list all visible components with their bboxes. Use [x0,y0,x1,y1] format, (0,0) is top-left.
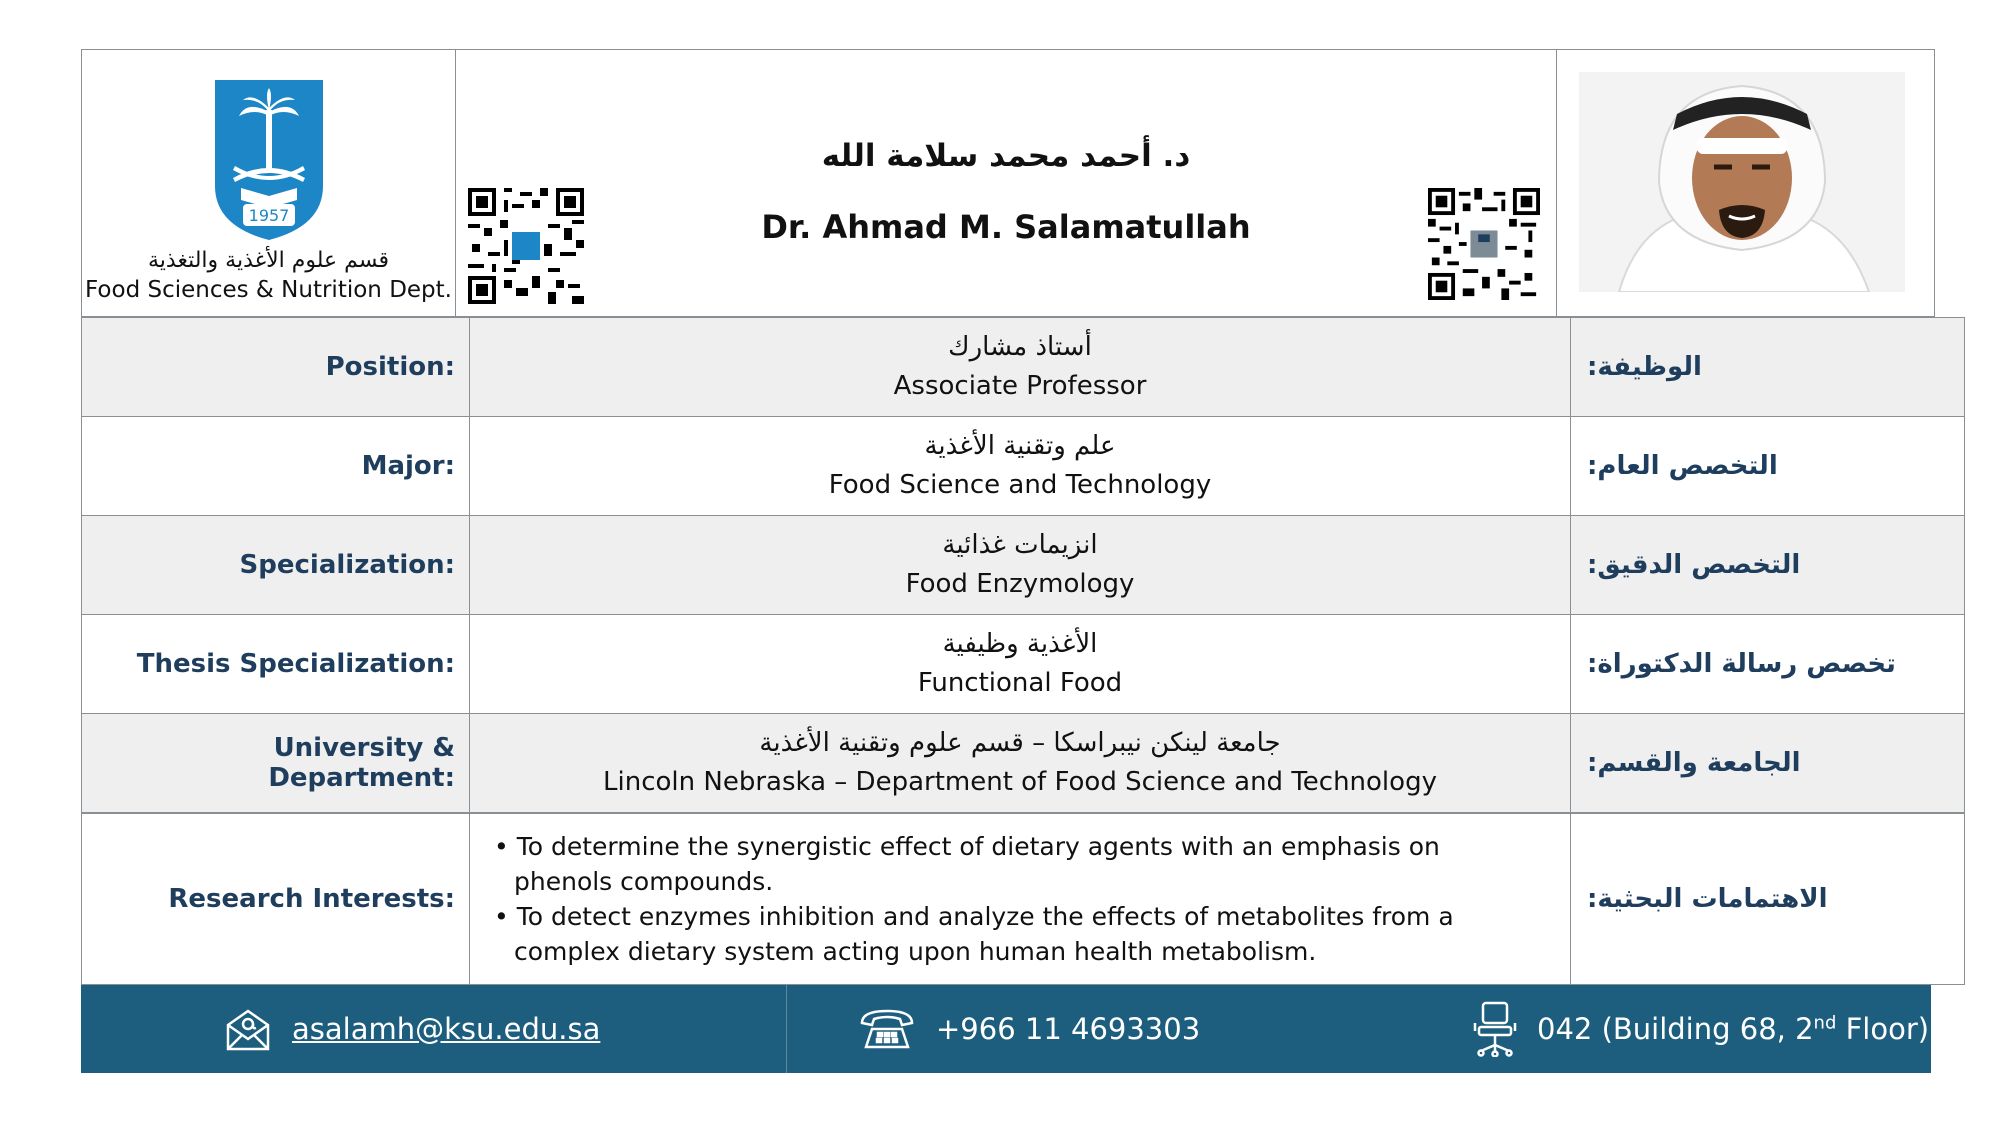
research-label-ar-text: الاهتمامات البحثية: [1587,884,1828,914]
research-list [470,829,1570,969]
office-prefix: 042 (Building 68, 2 [1537,1012,1814,1046]
email-link[interactable]: asalamh@ksu.edu.sa [292,1012,601,1046]
department-cell [82,50,456,317]
research-label-ar [1571,814,1965,985]
row-value-en: Food Enzymology [905,569,1135,599]
office-block [1473,985,1929,1073]
person-name-en: Dr. Ahmad M. Salamatullah [761,208,1251,246]
qr-code-right[interactable] [1428,188,1540,300]
row-value-en: Lincoln Nebraska – Department of Food Science and Technology [603,767,1437,797]
row-label-en: University & Department: [82,714,470,813]
row-value-ar: علم وتقنية الأغذية [924,431,1116,461]
row-label-en: Specialization: [82,516,470,615]
logo-year: 1957 [248,205,289,225]
detail-row [82,516,1965,615]
detail-row [82,417,1965,516]
row-value [470,615,1571,714]
detail-row [82,318,1965,417]
phone-icon [858,1007,916,1051]
qr-code-left[interactable] [468,188,584,304]
row-value-en: Functional Food [917,668,1123,698]
email-icon [224,1005,272,1053]
row-value [470,714,1571,813]
row-label-ar [1571,714,1965,813]
row-label-ar [1571,615,1965,714]
email-block [224,985,600,1073]
row-value-en: Associate Professor [893,371,1147,401]
row-label-en: Thesis Specialization: [82,615,470,714]
name-cell [456,50,1557,317]
profile-table [81,49,1935,317]
row-label-ar [1571,318,1965,417]
office-superscript: nd [1813,1012,1837,1034]
office-location [1537,1012,1929,1046]
profile-photo [1579,72,1905,292]
row-value-ar: انزيمات غذائية [942,530,1098,560]
research-row [82,814,1965,985]
footer-divider [786,985,787,1073]
row-value [470,417,1571,516]
profile-card [81,49,1931,1073]
row-label-ar [1571,417,1965,516]
research-item: • To detect enzymes inhibition and analyze the effects of metabolites from a complex dietary system acting upon human health metabolism. [494,899,1530,969]
detail-row [82,615,1965,714]
row-value-en: Food Science and Technology [828,470,1212,500]
row-value-ar: أستاذ مشارك [948,332,1092,362]
person-name-ar: د. أحمد محمد سلامة الله [821,138,1191,174]
row-label-ar-text: التخصص الدقيق: [1587,550,1801,580]
row-label-ar-text: الجامعة والقسم: [1587,748,1801,778]
photo-cell [1557,50,1935,317]
research-item: • To determine the synergistic effect of dietary agents with an emphasis on phenols compounds. [494,829,1530,899]
phone-block [858,985,1200,1073]
row-label-ar-text: الوظيفة: [1587,352,1702,382]
department-name-en: Food Sciences & Nutrition Dept. [85,276,452,303]
research-value [470,814,1571,985]
row-label-ar-text: التخصص العام: [1587,451,1778,481]
row-value [470,318,1571,417]
row-label-ar [1571,516,1965,615]
detail-row [82,714,1965,813]
details-table [81,317,1965,813]
university-logo [213,78,325,242]
row-value-ar: جامعة لينكن نيبراسكا – قسم علوم وتقنية الأغذية [759,728,1281,758]
row-label-en: Major: [82,417,470,516]
department-name-ar: قسم علوم الأغذية والتغذية [148,247,389,273]
row-value-ar: الأغذية وظيفية [942,629,1098,659]
contact-footer [81,985,1931,1073]
row-label-en: Position: [82,318,470,417]
row-value [470,516,1571,615]
office-suffix: Floor) [1836,1012,1930,1046]
header-row [82,50,1935,317]
research-label-en: Research Interests: [82,814,470,985]
row-label-ar-text: تخصص رسالة الدكتوراة: [1587,649,1896,679]
phone-number: +966 11 4693303 [936,1012,1201,1046]
office-chair-icon [1473,1001,1517,1057]
research-table [81,813,1965,985]
